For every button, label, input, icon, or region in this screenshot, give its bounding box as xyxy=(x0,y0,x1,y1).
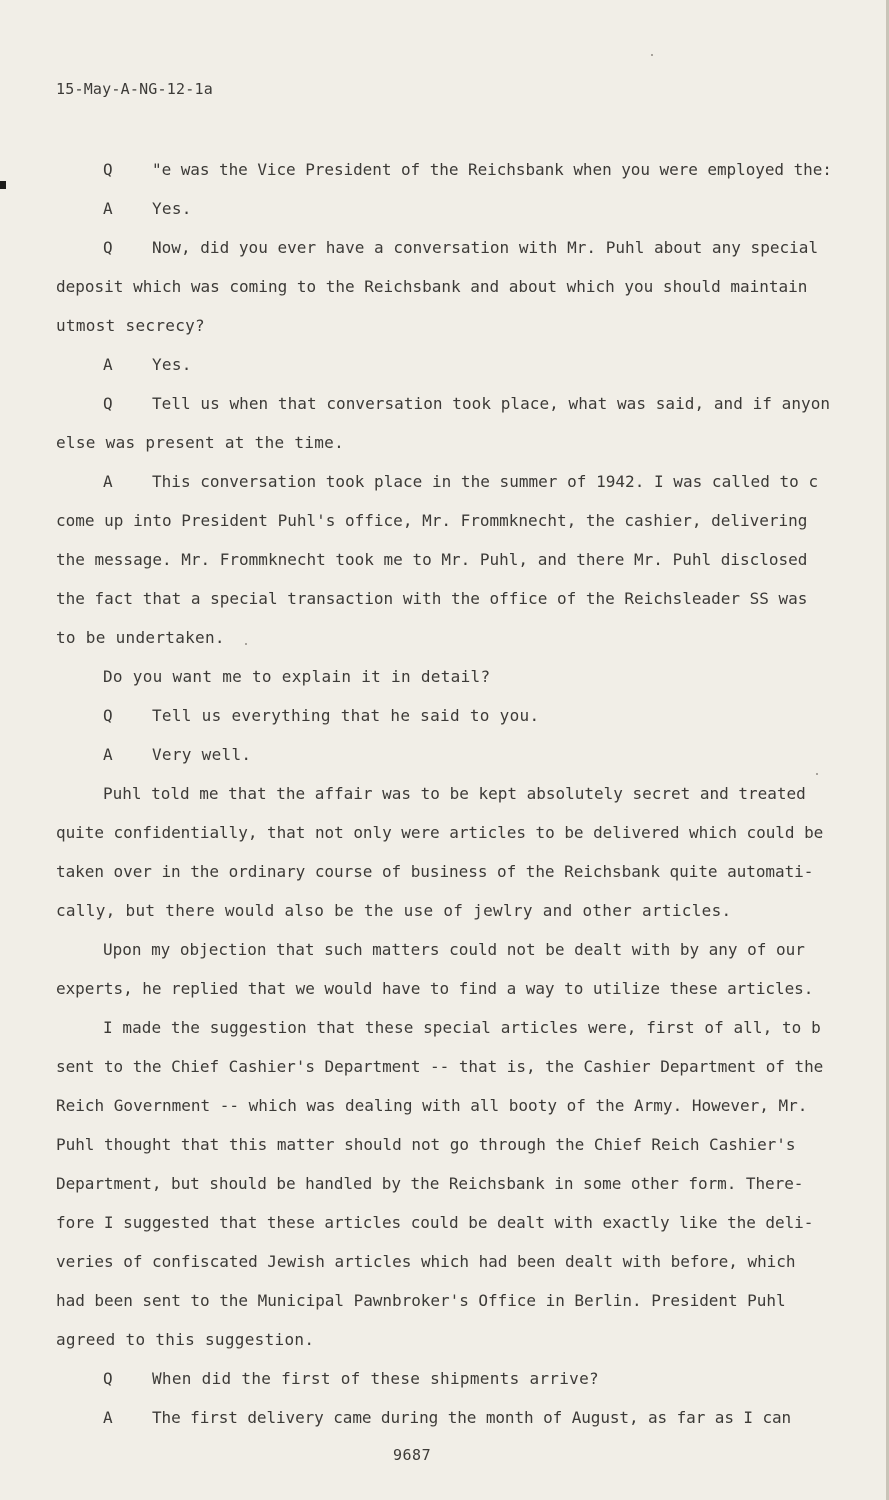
transcript-line: taken over in the ordinary course of business of the Reichsbank quite automati- xyxy=(56,862,814,881)
transcript-line: utmost secrecy? xyxy=(56,316,205,335)
page-number: 9687 xyxy=(393,1446,432,1464)
transcript-line: veries of confiscated Jewish articles which had been dealt with before, which xyxy=(56,1252,796,1271)
transcript-line: to be undertaken. xyxy=(56,628,225,647)
transcript-line: deposit which was coming to the Reichsbank and about which you should maintain xyxy=(56,277,808,296)
binder-mark xyxy=(0,181,6,189)
paper-speck xyxy=(816,773,818,775)
paper-speck xyxy=(245,643,247,645)
transcript-line: Very well. xyxy=(152,745,252,764)
transcript-line: Yes. xyxy=(152,199,192,218)
transcript-line: Puhl told me that the affair was to be kept absolutely secret and treated xyxy=(103,784,806,803)
answer-marker: A xyxy=(103,199,113,218)
transcript-line: I made the suggestion that these special articles were, first of all, to b xyxy=(103,1018,821,1037)
question-marker: Q xyxy=(103,394,113,413)
answer-marker: A xyxy=(103,472,113,491)
transcript-line: Puhl thought that this matter should not go through the Chief Reich Cashier's xyxy=(56,1135,796,1154)
transcript-line: Tell us when that conversation took place, what was said, and if anyon xyxy=(152,394,831,413)
question-marker: Q xyxy=(103,706,113,725)
transcript-line: Upon my objection that such matters could not be dealt with by any of our xyxy=(103,940,805,959)
transcript-line: the fact that a special transaction with the office of the Reichsleader SS was xyxy=(56,589,808,608)
document-code: 15-May-A-NG-12-1a xyxy=(56,80,213,98)
transcript-line: "e was the Vice President of the Reichsbank when you were employed the: xyxy=(152,160,832,179)
transcript-line: Department, but should be handled by the Reichsbank in some other form. There- xyxy=(56,1174,804,1193)
transcript-line: Yes. xyxy=(152,355,192,374)
transcript-line: experts, he replied that we would have to find a way to utilize these articles. xyxy=(56,979,814,998)
transcript-line: had been sent to the Municipal Pawnbroker's Office in Berlin. President Puhl xyxy=(56,1291,786,1310)
transcript-line: The first delivery came during the month of August, as far as I can xyxy=(152,1408,792,1427)
transcript-line: quite confidentially, that not only were articles to be delivered which could be xyxy=(56,823,824,842)
paper-speck xyxy=(651,54,653,56)
question-marker: Q xyxy=(103,238,113,257)
transcript-line: When did the first of these shipments arrive? xyxy=(152,1369,599,1388)
transcript-line: come up into President Puhl's office, Mr. Frommknecht, the cashier, delivering xyxy=(56,511,808,530)
transcript-line: Now, did you ever have a conversation with Mr. Puhl about any special xyxy=(152,238,819,257)
transcript-line: This conversation took place in the summer of 1942. I was called to c xyxy=(152,472,819,491)
transcript-line: Do you want me to explain it in detail? xyxy=(103,667,491,686)
transcript-line: fore I suggested that these articles could be dealt with exactly like the deli- xyxy=(56,1213,814,1232)
transcript-line: agreed to this suggestion. xyxy=(56,1330,315,1349)
question-marker: Q xyxy=(103,160,113,179)
transcript-line: the message. Mr. Frommknecht took me to Mr. Puhl, and there Mr. Puhl disclosed xyxy=(56,550,808,569)
transcript-line: sent to the Chief Cashier's Department -- that is, the Cashier Department of the xyxy=(56,1057,824,1076)
answer-marker: A xyxy=(103,1408,113,1427)
transcript-line: cally, but there would also be the use of jewlry and other articles. xyxy=(56,901,732,920)
answer-marker: A xyxy=(103,355,113,374)
transcript-line: Tell us everything that he said to you. xyxy=(152,706,540,725)
question-marker: Q xyxy=(103,1369,113,1388)
transcript-line: Reich Government -- which was dealing with all booty of the Army. However, Mr. xyxy=(56,1096,808,1115)
transcript-line: else was present at the time. xyxy=(56,433,345,452)
answer-marker: A xyxy=(103,745,113,764)
